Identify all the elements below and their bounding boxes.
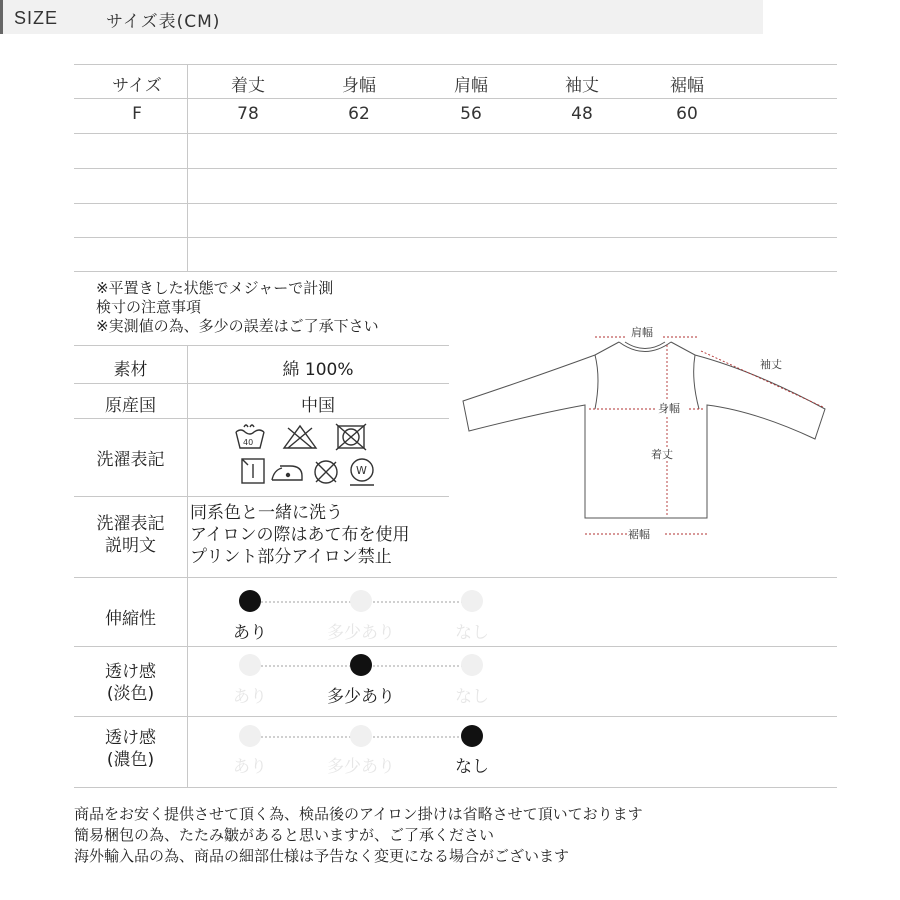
wet-clean-icon [350, 459, 374, 485]
chest-label: 身幅 [658, 402, 680, 415]
rating-dot [239, 725, 261, 747]
table-rule [74, 271, 837, 272]
hem-label: 裾幅 [628, 528, 650, 541]
column-header: 着丈 [231, 76, 265, 96]
table-cell: 62 [348, 104, 370, 124]
no-dry-clean-icon [315, 461, 337, 483]
material-value: 綿 100% [282, 360, 354, 380]
rating-option: なし [455, 687, 489, 707]
table-cell: F [132, 104, 142, 124]
rating-dot [350, 590, 372, 612]
rating-option: あり [233, 623, 267, 643]
spec-rule [74, 418, 449, 419]
rating-option: 多少あり [327, 757, 395, 777]
neckline [625, 342, 665, 349]
armhole-left [595, 355, 598, 409]
rating-dot-selected [461, 725, 483, 747]
spec-rule [74, 383, 449, 384]
garment-diagram [455, 315, 840, 550]
armhole-right [694, 355, 699, 409]
rating-dot-selected [350, 654, 372, 676]
header-subtitle: サイズ表(CM) [106, 12, 221, 32]
rating-dot [461, 654, 483, 676]
note-line: 検寸の注意事項 [96, 298, 202, 316]
rating-label-line: 透け感 [105, 728, 156, 748]
footer-line: 簡易梱包の為、たたみ皺があると思いますが、ご了承ください [74, 826, 495, 844]
column-header: 身幅 [342, 76, 376, 96]
footer-line: 商品をお安く提供させて頂く為、検品後のアイロン掛けは省略させて頂いております [74, 805, 643, 823]
care-line: アイロンの際はあて布を使用 [190, 525, 410, 545]
rating-rule [74, 646, 837, 647]
table-cell: 56 [460, 104, 482, 124]
care-text-label [74, 513, 187, 557]
table-rule [74, 64, 837, 65]
size-header [0, 0, 763, 34]
care-line: プリント部分アイロン禁止 [190, 547, 392, 567]
rating-option: なし [455, 757, 489, 777]
care-symbols-label: 洗濯表記 [96, 450, 165, 470]
iron-icon [272, 466, 302, 480]
column-header: 裾幅 [670, 76, 704, 96]
length-label: 着丈 [651, 448, 673, 461]
svg-text:40: 40 [243, 438, 254, 447]
no-tumble-dry-icon [336, 424, 366, 450]
rating-label: 伸縮性 [105, 609, 156, 629]
sleeve-label: 袖丈 [760, 358, 782, 371]
header-title: SIZE [14, 8, 59, 28]
footer-line: 海外輸入品の為、商品の細部仕様は予告なく変更になる場合がございます [74, 847, 570, 865]
spec-rule [74, 577, 837, 578]
table-cell: 78 [237, 104, 259, 124]
rating-option: あり [233, 757, 267, 777]
origin-value: 中国 [301, 396, 335, 416]
table-rule [74, 203, 837, 204]
rating-dot [239, 654, 261, 676]
line-dry-icon [242, 459, 264, 483]
care-text-label-line: 洗濯表記 [96, 514, 165, 534]
care-instructions [190, 502, 409, 568]
column-header: 袖丈 [565, 76, 599, 96]
origin-label: 原産国 [105, 396, 156, 416]
care-line: 同系色と一緒に洗う [190, 503, 343, 523]
header-accent-bar [0, 0, 3, 34]
shoulder-label: 肩幅 [631, 326, 653, 339]
rating-label [74, 661, 187, 705]
rating-option: 多少あり [327, 687, 395, 707]
column-header: 肩幅 [454, 76, 488, 96]
svg-text:W: W [356, 464, 367, 477]
rating-option: 多少あり [327, 623, 395, 643]
note-line: ※平置きした状態でメジャーで計測 [96, 279, 334, 297]
note-line: ※実測値の為、多少の誤差はご了承下さい [96, 317, 379, 335]
spec-rule [74, 496, 449, 497]
care-icons-row-2 [238, 456, 384, 488]
table-rule [74, 98, 837, 99]
table-rule [74, 133, 837, 134]
rating-label-line: 透け感 [105, 662, 156, 682]
material-label: 素材 [113, 360, 148, 380]
rating-dot [461, 590, 483, 612]
table-cell: 60 [676, 104, 698, 124]
spec-rule [74, 345, 449, 346]
rating-rule [74, 787, 837, 788]
rating-option: なし [455, 623, 489, 643]
column-header: サイズ [112, 76, 162, 96]
care-text-label-line: 説明文 [105, 536, 156, 556]
rating-label-line: (濃色) [106, 750, 155, 770]
rating-dot [350, 725, 372, 747]
rating-option: あり [233, 687, 267, 707]
rating-label-line: (淡色) [106, 684, 155, 704]
rating-divider [187, 577, 188, 787]
table-cell: 48 [571, 104, 593, 124]
table-rule [74, 237, 837, 238]
table-rule [74, 168, 837, 169]
rating-rule [74, 716, 837, 717]
care-icons-row-1 [232, 422, 372, 452]
rating-dot-selected [239, 590, 261, 612]
no-bleach-icon [284, 426, 316, 448]
rating-label [74, 727, 187, 771]
wash-tub-40-icon [236, 425, 264, 448]
